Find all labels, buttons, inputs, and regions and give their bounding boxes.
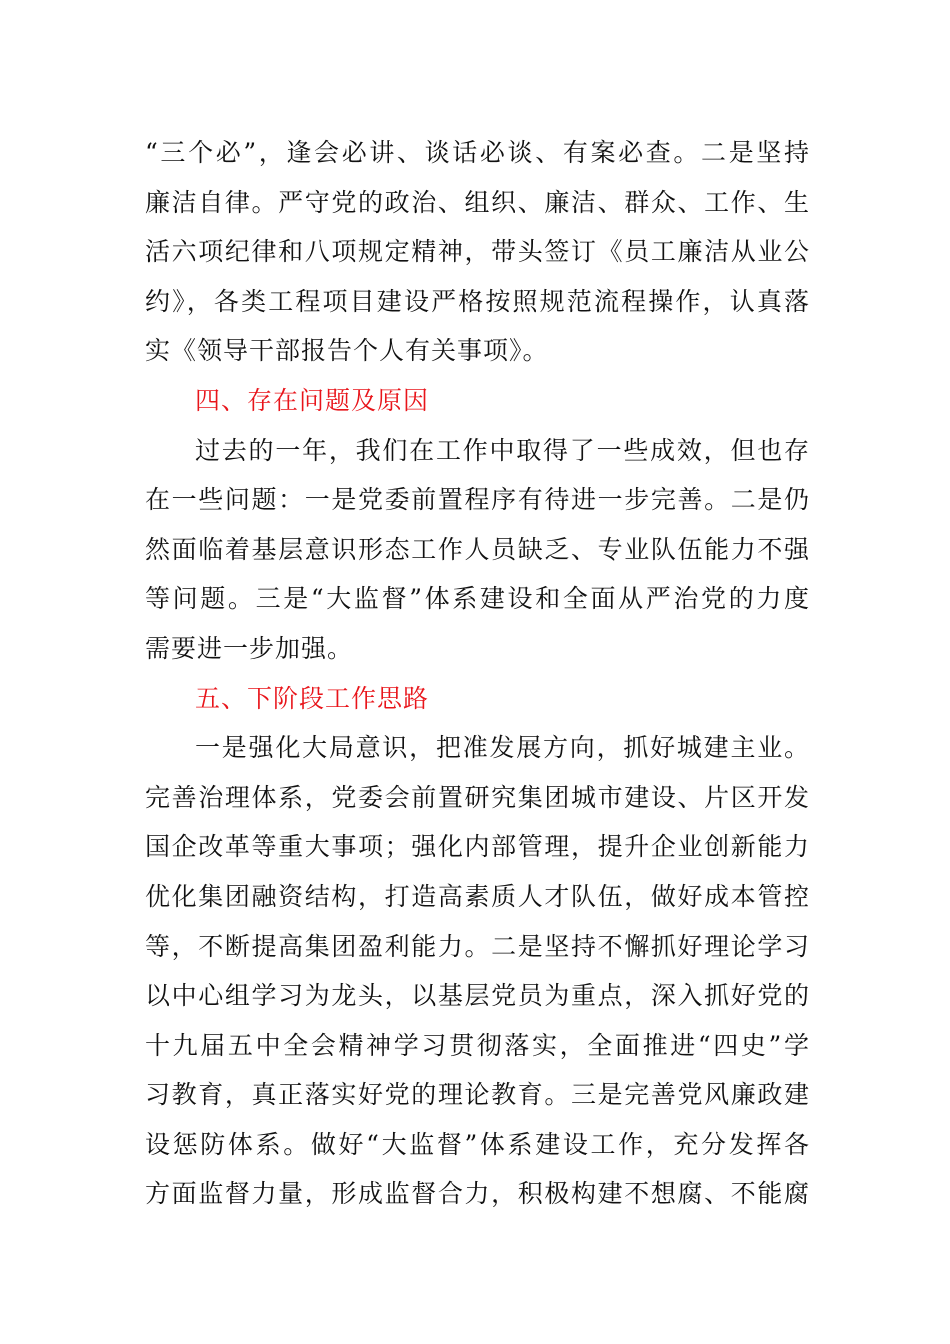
text-line: 需要进一步加强。 — [145, 633, 354, 663]
text-line: 国企改革等重大事项；强化内部管理，提升企业创新能力 — [145, 832, 810, 862]
section-heading-problems: 四、存在问题及原因 — [195, 385, 430, 415]
text-line: 活六项纪律和八项规定精神，带头签订《员工廉洁从业公 — [145, 237, 810, 267]
document-body — [145, 128, 810, 1219]
text-line: 一是强化大局意识，把准发展方向，抓好城建主业。 — [195, 733, 810, 763]
text-line: 十九届五中全会精神学习贯彻落实，全面推进“四史”学 — [145, 1030, 810, 1060]
text-line: 方面监督力量，形成监督合力，积极构建不想腐、不能腐 — [145, 1179, 810, 1209]
text-line: 过去的一年，我们在工作中取得了一些成效，但也存 — [195, 435, 810, 465]
text-line: “三个必”，逢会必讲、谈话必谈、有案必查。二是坚持 — [145, 138, 810, 167]
text-line: 习教育，真正落实好党的理论教育。三是完善党风廉政建 — [145, 1080, 810, 1110]
paragraph-party-discipline — [145, 128, 810, 376]
text-line: 完善治理体系，党委会前置研究集团城市建设、片区开发 — [145, 782, 810, 812]
text-line: 在一些问题：一是党委前置程序有待进一步完善。二是仍 — [145, 485, 810, 515]
text-line: 廉洁自律。严守党的政治、组织、廉洁、群众、工作、生 — [145, 187, 810, 217]
text-line: 等问题。三是“大监督”体系建设和全面从严治党的力度 — [145, 584, 810, 614]
paragraph-problems — [145, 426, 810, 674]
text-line: 然面临着基层意识形态工作人员缺乏、专业队伍能力不强 — [145, 534, 810, 564]
text-line: 设惩防体系。做好“大监督”体系建设工作，充分发挥各 — [145, 1129, 810, 1159]
paragraph-next-steps — [145, 723, 810, 1219]
text-line: 实《领导干部报告个人有关事项》。 — [145, 336, 549, 366]
text-line: 以中心组学习为龙头，以基层党员为重点，深入抓好党的 — [145, 981, 810, 1011]
section-heading-next-steps: 五、下阶段工作思路 — [195, 683, 430, 713]
text-line: 优化集团融资结构，打造高素质人才队伍，做好成本管控 — [145, 881, 810, 911]
text-line: 约》，各类工程项目建设严格按照规范流程操作，认真落 — [145, 286, 810, 316]
text-line: 等，不断提高集团盈利能力。二是坚持不懈抓好理论学习 — [145, 931, 810, 961]
